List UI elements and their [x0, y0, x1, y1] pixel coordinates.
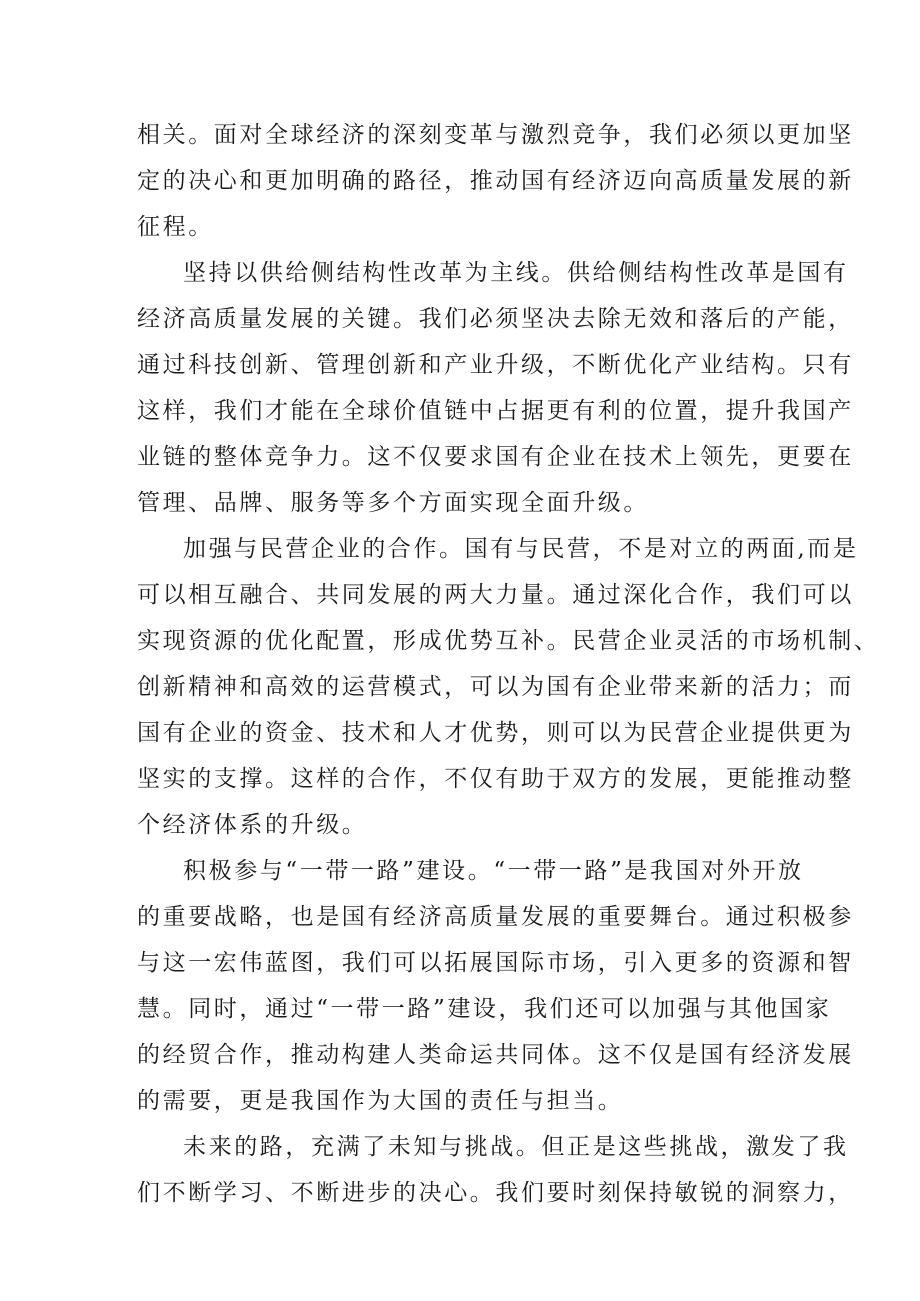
- text-line: 坚实的支撑。这样的合作，不仅有助于双方的发展，更能推动整: [137, 766, 854, 792]
- text-line: 征程。: [137, 214, 214, 240]
- text-line: 未来的路，充满了未知与挑战。但正是这些挑战，激发了我: [183, 1134, 849, 1160]
- text-line: 相关。面对全球经济的深刻变革与激烈竞争，我们必须以更加坚: [137, 122, 854, 148]
- text-line: 定的决心和更加明确的路径，推动国有经济迈向高质量发展的新: [137, 168, 854, 194]
- text-line: 与这一宏伟蓝图，我们可以拓展国际市场，引入更多的资源和智: [137, 950, 854, 976]
- text-line: 加强与民营企业的合作。国有与民营，不是对立的两面,而是: [183, 536, 859, 562]
- text-line: 的需要，更是我国作为大国的责任与担当。: [137, 1088, 624, 1114]
- text-line: 通过科技创新、管理创新和产业升级，不断优化产业结构。只有: [137, 352, 854, 378]
- text-line: 管理、品牌、服务等多个方面实现全面升级。: [137, 490, 649, 516]
- paragraph: [137, 848, 854, 1124]
- text-line: 的经贸合作，推动构建人类命运共同体。这不仅是国有经济发展: [137, 1042, 854, 1068]
- text-line: 经济高质量发展的关键。我们必须坚决去除无效和落后的产能，: [137, 306, 854, 332]
- text-line: 坚持以供给侧结构性改革为主线。供给侧结构性改革是国有: [183, 260, 849, 286]
- text-line: 这样，我们才能在全球价值链中占据更有利的位置，提升我国产: [137, 398, 854, 424]
- paragraph: [137, 250, 854, 526]
- text-line: 的重要战略，也是国有经济高质量发展的重要舞台。通过积极参: [137, 904, 854, 930]
- paragraph: [137, 1124, 854, 1216]
- text-line: 积极参与“一带一路”建设。“一带一路”是我国对外开放: [183, 858, 804, 884]
- text-line: 业链的整体竞争力。这不仅要求国有企业在技术上领先，更要在: [137, 444, 854, 470]
- text-line: 创新精神和高效的运营模式，可以为国有企业带来新的活力；而: [137, 674, 854, 700]
- text-line: 个经济体系的升级。: [137, 812, 368, 838]
- paragraph: [137, 526, 880, 848]
- text-line: 慧。同时，通过“一带一路”建设，我们还可以加强与其他国家: [137, 996, 832, 1022]
- paragraph: [137, 112, 854, 250]
- text-line: 们不断学习、不断进步的决心。我们要时刻保持敏锐的洞察力，: [137, 1180, 854, 1206]
- document-body: [137, 112, 880, 1216]
- text-line: 国有企业的资金、技术和人才优势，则可以为民营企业提供更为: [137, 720, 854, 746]
- text-line: 实现资源的优化配置，形成优势互补。民营企业灵活的市场机制、: [137, 628, 880, 654]
- text-line: 可以相互融合、共同发展的两大力量。通过深化合作，我们可以: [137, 582, 854, 608]
